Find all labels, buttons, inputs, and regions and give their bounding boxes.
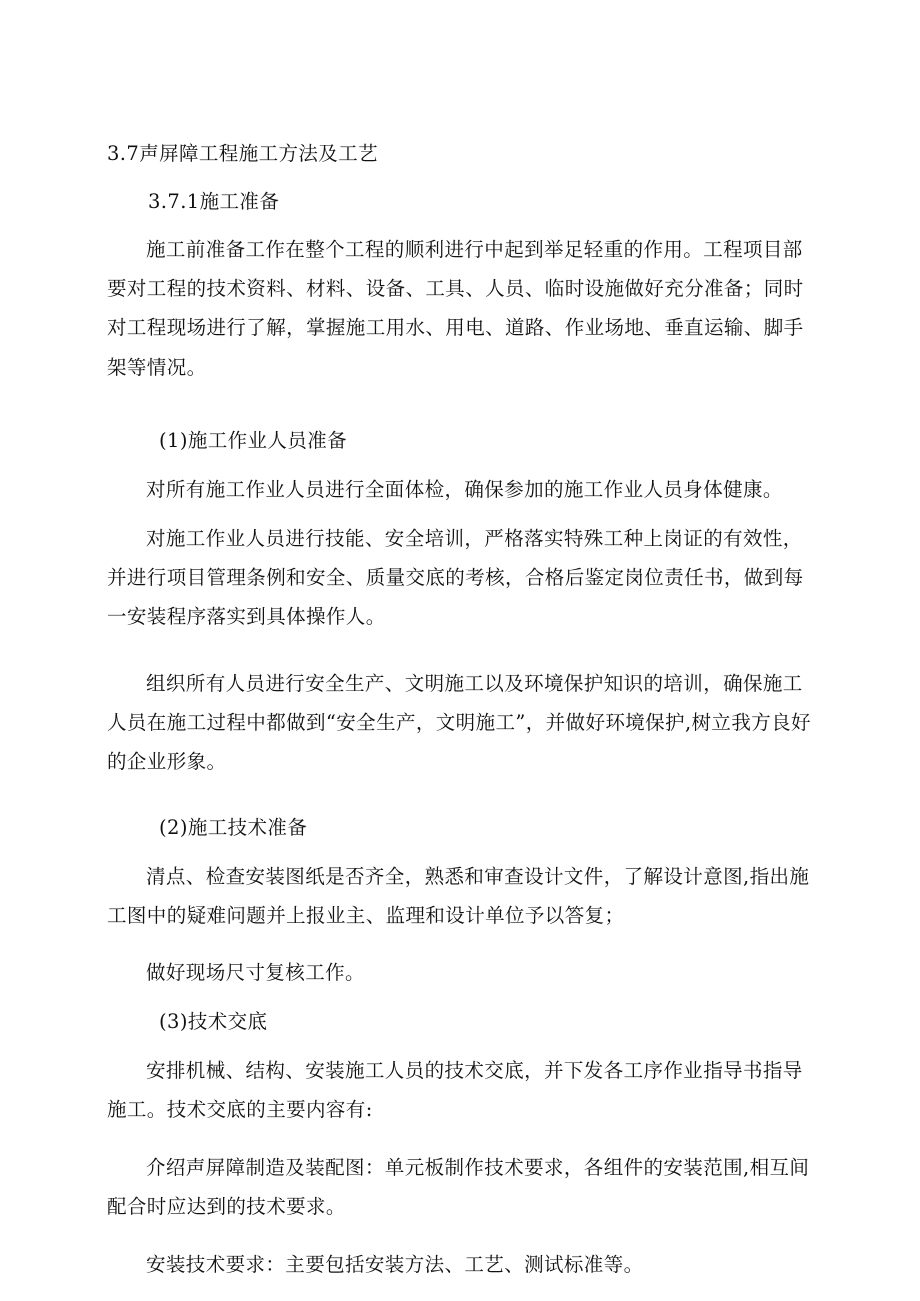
section-heading: 3.7声屏障工程施工方法及工艺 bbox=[107, 142, 379, 165]
subsection-heading: 3.7.1施工准备 bbox=[148, 190, 280, 213]
item3-paragraph-1: 安排机械、结构、安装施工人员的技术交底，并下发各工序作业指导书指导施工。技术交底的主要内容有: bbox=[107, 1059, 803, 1122]
item3-paragraph-2: 介绍声屏障制造及装配图：单元板制作技术要求，各组件的安装范围,相互间配合时应达到的技术要求。 bbox=[107, 1156, 810, 1219]
item1-paragraph-2: 对施工作业人员进行技能、安全培训，严格落实特殊工种上岗证的有效性，并进行项目管理条例和安全、质量交底的考核，合格后鉴定岗位责任书，做到每一安装程序落实到具体操作人。 bbox=[107, 527, 804, 629]
item3-paragraph-3: 安装技术要求：主要包括安装方法、工艺、测试标准等。 bbox=[146, 1253, 644, 1276]
intro-paragraph: 施工前准备工作在整个工程的顺利进行中起到举足轻重的作用。工程项目部要对工程的技术资料、材料、设备、工具、人员、临时设施做好充分准备；同时对工程现场进行了解，掌握施工用水、用电、道路、作业场地、垂直运输、脚手架等情况。 bbox=[107, 238, 804, 379]
item1-paragraph-3: 组织所有人员进行安全生产、文明施工以及环境保护知识的培训，确保施工人员在施工过程中都做到“安全生产，文明施工”，并做好环境保护,树立我方良好的企业形象。 bbox=[107, 672, 811, 774]
item1-paragraph-1: 对所有施工作业人员进行全面体检，确保参加的施工作业人员身体健康。 bbox=[146, 478, 783, 501]
item2-paragraph-2: 做好现场尺寸复核工作。 bbox=[146, 961, 365, 984]
item2-paragraph-1: 清点、检查安装图纸是否齐全，熟悉和审查设计文件，了解设计意图,指出施工图中的疑难问题并上报业主、监理和设计单位予以答复； bbox=[107, 865, 810, 928]
item1-heading: (1)施工作业人员准备 bbox=[159, 429, 348, 452]
item3-heading: (3)技术交底 bbox=[159, 1010, 268, 1033]
item2-heading: (2)施工技术准备 bbox=[159, 816, 308, 839]
